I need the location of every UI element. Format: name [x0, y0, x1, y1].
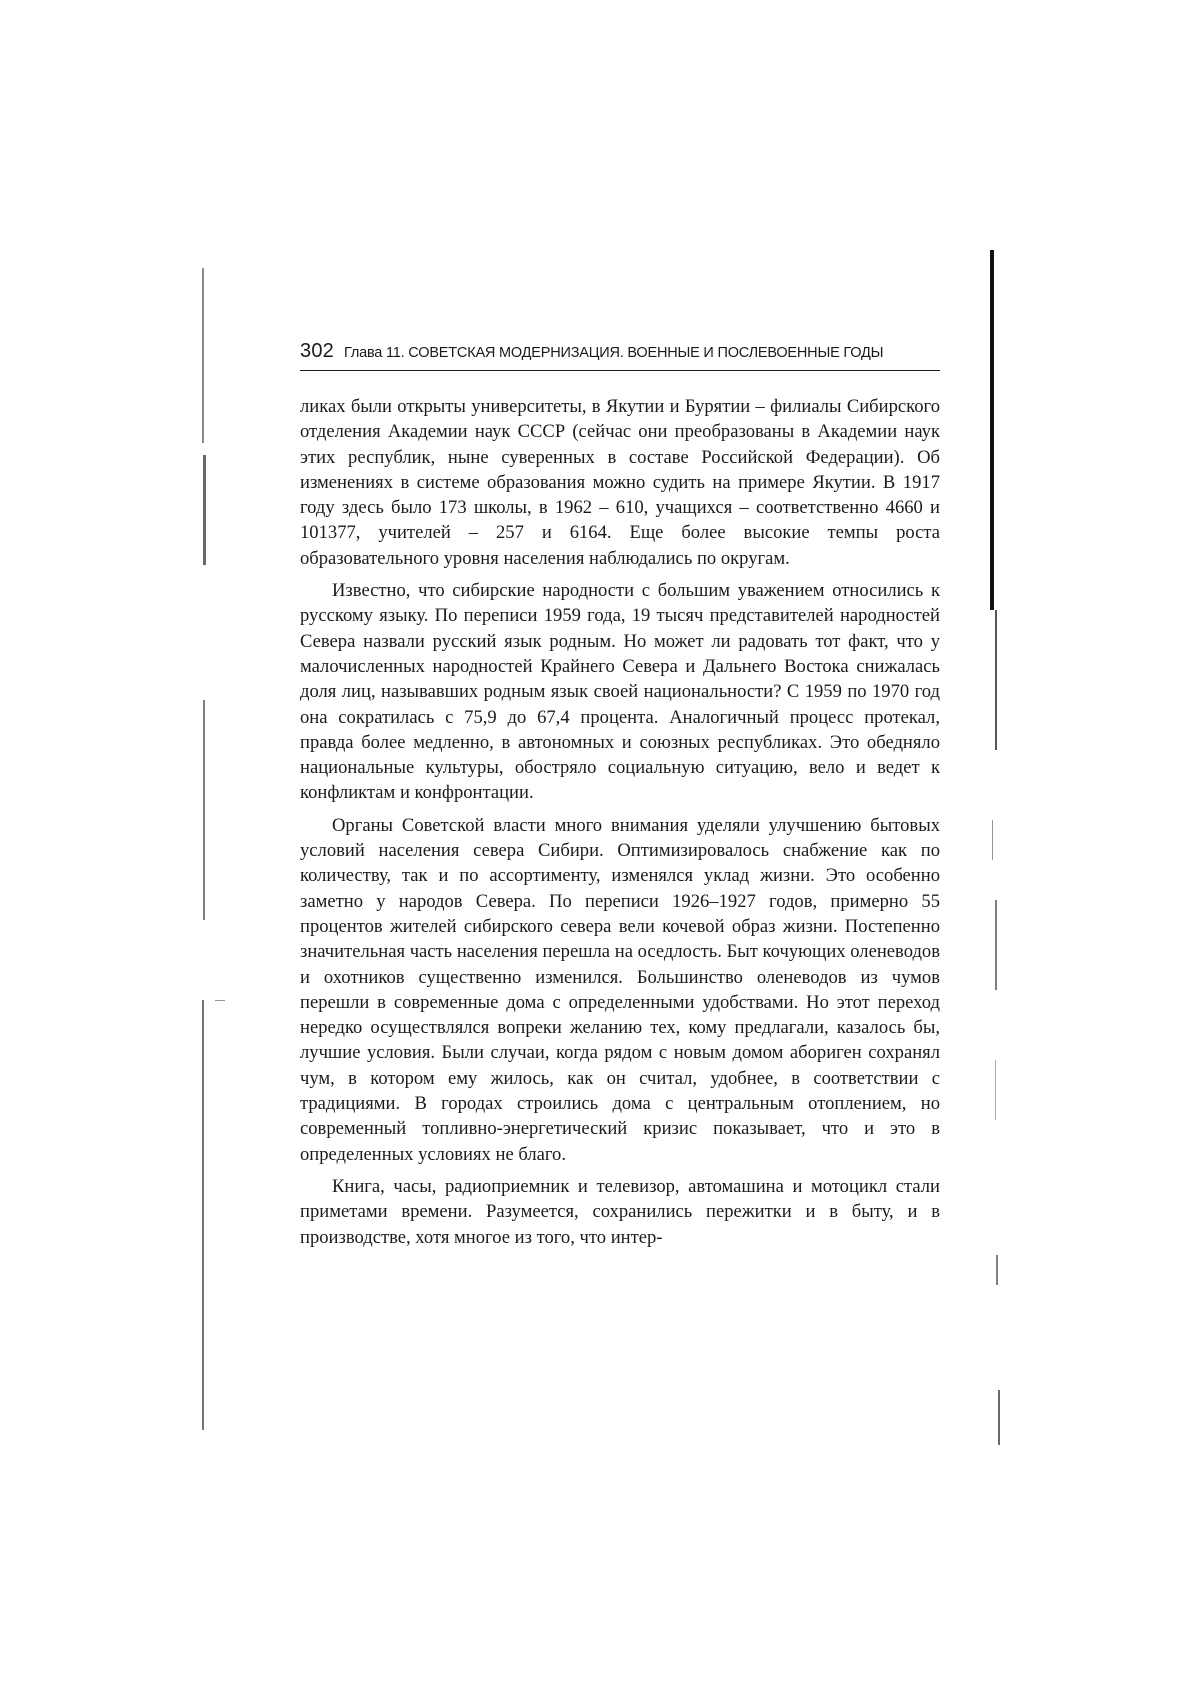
paragraph: Книга, часы, радиоприемник и телевизор, автомашина и мотоцикл стали приметами времени. Разумеется, сохранились пережитки и в быту, и в производстве, хотя многое из того, что интер- — [300, 1175, 940, 1248]
scan-page-edge — [996, 1255, 998, 1285]
body-text — [300, 394, 940, 1250]
scan-binding-edge — [202, 268, 204, 443]
scan-page-edge — [998, 1390, 1000, 1445]
scan-binding-edge — [202, 1000, 204, 1430]
scan-binding-edge — [215, 1000, 225, 1001]
scan-page-edge — [990, 250, 994, 610]
paragraph: Органы Советской власти много внимания уделяли улучшению бытовых условий населения севера Сибири. Оптимизировалось снабжение как по количеству, так и по ассортименту, изменялся уклад жизни. Это особенно заметно у народов Севера. По переписи 1926–1927 годов, примерно 55 процентов жителей сибирского севера вели кочевой образ жизни. Постепенно значительная часть населения перешла на оседлость. Быт кочующих оленеводов и охотников существенно изменился. Большинство оленеводов из чумов перешли в современные дома с определенными удобствами. Но этот переход нередко осуществлялся вопреки желанию тех, кому предлагали, казалось бы, лучшие условия. Были случаи, когда рядом с новым домом абориген сохранял чум, в котором ему жилось, как он считал, удобнее, в соответствии с традициями. В городах строились дома с центральным отоплением, но современный топливно-энергетический кризис показывает, что и это в определенных условиях не благо. — [300, 814, 940, 1165]
scan-page-edge — [995, 1060, 996, 1120]
page-number: 302 — [300, 340, 334, 362]
scan-binding-edge — [203, 700, 205, 920]
scan-page-edge — [992, 820, 993, 860]
scan-page-edge — [995, 610, 997, 750]
paragraph: Известно, что сибирские народности с большим уважением относились к русскому языку. По переписи 1959 года, 19 тысяч представителей народностей Севера назвали русский язык родным. Но может ли радовать тот факт, что у малочисленных народностей Крайнего Севера и Дальнего Востока снижалась доля лиц, называвших родным язык своей национальности? С 1959 по 1970 год она сократилась с 75,9 до 67,4 процента. Аналогичный процесс протекал, правда более медленно, в автономных и союзных республиках. Это обедняло национальные культуры, обостряло социальную ситуацию, вело и ведет к конфликтам и конфронтации. — [300, 580, 940, 804]
running-head: Глава 11. СОВЕТСКАЯ МОДЕРНИЗАЦИЯ. ВОЕННЫЕ И ПОСЛЕВОЕННЫЕ ГОДЫ — [343, 345, 884, 361]
page-header — [300, 340, 940, 371]
paragraph: ликах были открыты университеты, в Якутии и Бурятии – филиалы Сибирского отделения Академии наук СССР (сейчас они преобразованы в Академии наук этих республик, ныне суверенных в составе Российской Федерации). Об изменениях в системе образования можно судить на примере Якутии. В 1917 году здесь было 173 школы, в 1962 – 610, учащихся – соответственно 4660 и 101377, учителей – 257 и 6164. Еще более высокие темпы роста образовательного уровня населения наблюдались по округам. — [300, 396, 940, 569]
scan-binding-edge — [203, 455, 206, 565]
scan-page-edge — [995, 900, 997, 990]
